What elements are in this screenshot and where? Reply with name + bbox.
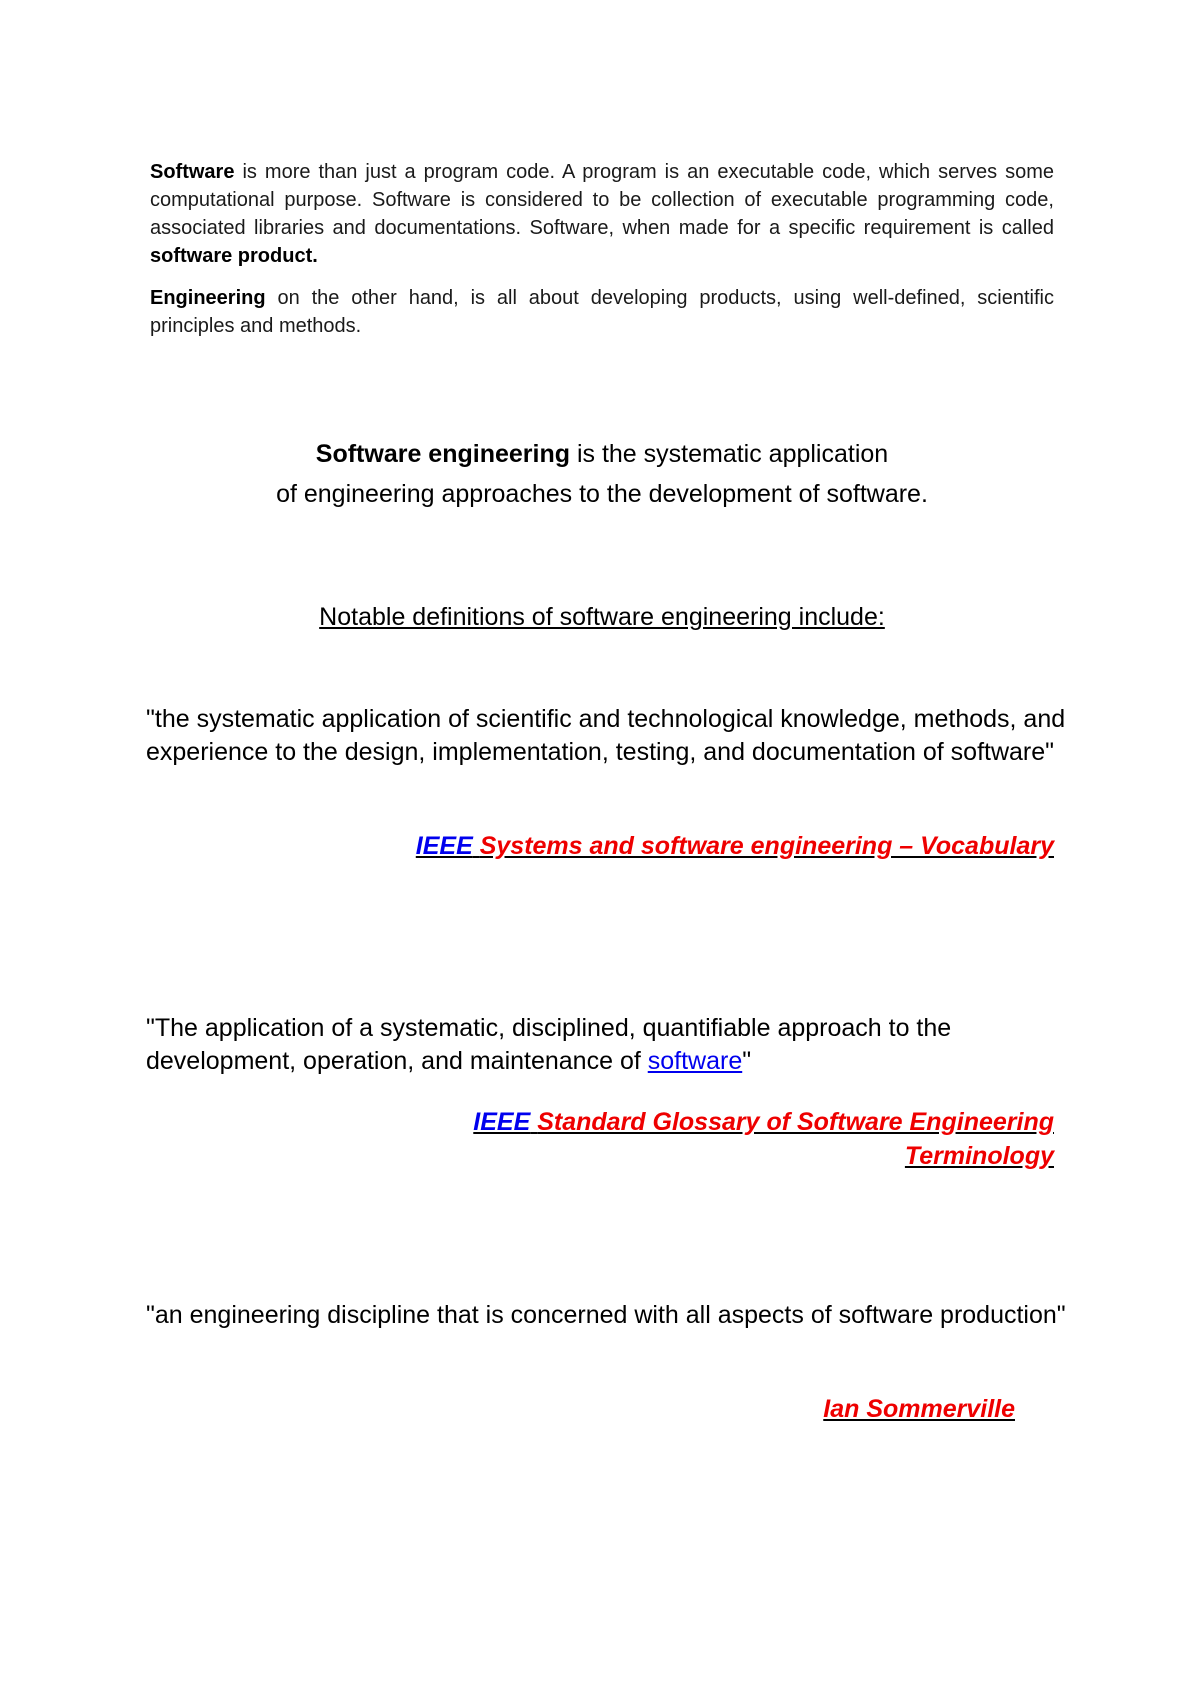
source-author-sommerville[interactable]: Ian Sommerville [823,1395,1015,1423]
quote-2-close: " [742,1047,752,1075]
term-software-engineering: Software engineering [315,440,570,468]
intro-paragraph-software [150,158,1054,270]
source-title-vocabulary[interactable]: Systems and software engineering – Vocabulary [479,832,1054,860]
source-org-ieee-link-2[interactable]: IEEE [473,1108,531,1136]
term-software-product: software product. [150,245,318,267]
quote-2-source[interactable] [354,1105,1054,1173]
definition-line1-rest: is the systematic application [570,440,889,468]
intro-text-engineering: on the other hand, is all about developing products, using well-defined, scientific principles and methods. [150,287,1054,337]
quote-3-source[interactable] [515,1392,1015,1426]
definition-line2: of engineering approaches to the development of software. [276,480,928,508]
intro-text-software: is more than just a program code. A program is an executable code, which serves some computational purpose. Software is considered to be collection of executable programming code, associated libraries and documentations. Software, when made for a specific requirement is called [150,161,1054,239]
software-engineering-definition [150,434,1054,514]
term-engineering: Engineering [150,287,266,309]
software-link[interactable]: software [647,1047,743,1075]
source-title-glossary[interactable]: Standard Glossary of Software Engineering Terminology [537,1108,1054,1170]
quote-2-text: "The application of a systematic, disciplined, quantifiable approach to the development, operation, and maintenance of [146,1014,952,1075]
quote-1: "the systematic application of scientific and technological knowledge, methods, and experience to the design, implementation, testing, and documentation of software" [146,705,1066,766]
quote-3: "an engineering discipline that is concerned with all aspects of software production" [146,1301,1066,1329]
intro-paragraph-engineering [150,284,1054,340]
notable-definitions-heading: Notable definitions of software engineering include: [319,603,885,631]
quote-1-source[interactable] [154,829,1054,863]
term-software: Software [150,161,235,183]
quote-2 [146,1012,1066,1078]
source-org-ieee-link[interactable]: IEEE [415,832,473,860]
